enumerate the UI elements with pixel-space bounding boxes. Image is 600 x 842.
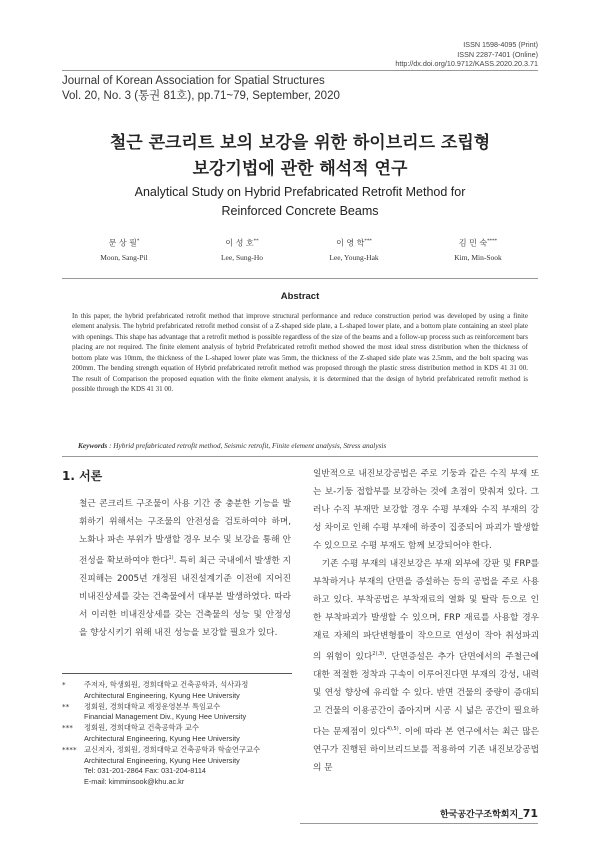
author-list [62, 235, 538, 265]
footnote-2-ko: 정회원, 경희대학교 재정운영본부 특임교수 [84, 701, 221, 711]
author-2-name-en: Lee, Sung-Ho [220, 252, 264, 262]
citation-ref: 2),3) [372, 651, 385, 657]
title-english-line2: Reinforced Concrete Beams [221, 204, 379, 218]
footnote-2-mark: ** [62, 701, 70, 711]
journal-info [62, 74, 340, 104]
right-column-paragraph-2 [313, 555, 539, 777]
abstract-top-rule [62, 278, 538, 279]
footnote-1 [62, 680, 297, 702]
footnote-rule [62, 673, 292, 674]
abstract-bottom-rule [62, 456, 538, 457]
footnote-1-mark: * [62, 680, 66, 689]
left-p1-text-a: 철근 콘크리트 구조물이 사용 기간 중 충분한 기능을 발휘하기 위해서는 구조물의 안전성을 검토하여야 하며, 노화나 파손 부위가 발생할 경우 보수 및 보강을 통해 안전성을 확보하여야 한다 [79, 499, 291, 566]
right-p2-text-c: . 이에 따라 본 연구에서는 최근 많은 연구가 진행된 하이브리드보를 적용하여 기존 내진보강공법의 문 [313, 726, 539, 773]
volume-line: Vol. 20, No. 3 (통권 81호), pp.71~79, September, 2020 [62, 90, 340, 102]
footnote-2 [62, 702, 297, 724]
keywords-label: Keywords [78, 441, 108, 450]
footnotes [62, 680, 297, 788]
header-rule [62, 70, 538, 71]
author-1-name-en: Moon, Sang-Pil [100, 252, 148, 262]
author-4-mark: **** [487, 238, 498, 244]
author-3-name-en: Lee, Young-Hak [329, 252, 379, 262]
author-4-name-ko: 김 민 숙 [458, 238, 488, 248]
footnote-4-en: Architectural Engineering, Kyung Hee University [84, 755, 240, 765]
footer-journal-name: 한국공간구조학회지 [439, 810, 519, 820]
left-p1-text-b: . 특히 최근 국내에서 발생한 지진피해는 2005년 개정된 내진설계기준 이전에 지어진 비내진상세를 갖는 건축물에서 대부분 발생하였다. 따라서 이러한 비내진상세를 갖는 건축물의 성능 및 안정성을 향상시키기 위해 내진 성능을 보강할 필요가 있다. [79, 555, 291, 638]
issn-block [298, 40, 538, 69]
title-korean [62, 130, 538, 182]
keywords-text: : Hybrid prefabricated retrofit method, Seismic retrofit, Finite element analysis, Stress analysis [107, 441, 387, 450]
section-heading: 1. 서론 [62, 469, 103, 483]
left-column-paragraph [79, 495, 291, 642]
author-2-name-ko: 이 성 호 [225, 238, 254, 248]
title-english [62, 183, 538, 221]
footnote-4-tel: Tel: 031-201-2864 Fax: 031-204-8114 [84, 766, 206, 776]
issn-print: ISSN 1598-4095 (Print) [463, 40, 538, 49]
title-korean-line1: 철근 콘크리트 보의 보강을 위한 하이브리드 조립형 [109, 133, 491, 153]
footnote-3-ko: 정회원, 경희대학교 건축공학과 교수 [84, 723, 200, 733]
title-korean-line2: 보강기법에 관한 해석적 연구 [192, 159, 408, 179]
doi-link[interactable]: http://dx.doi.org/10.9712/KASS.2020.20.3.71 [395, 59, 538, 68]
right-p2-text-a: 기존 수평 부재의 내진보강은 부재 외부에 강판 및 FRP를 부착하거나 부재의 단면을 증설하는 등의 공법을 주로 사용하고 있다. 부착공법은 부착재료의 열화 및 탈락 등으로 인한 부착파괴가 발생할 수 있으며, FRP 재료를 사용할 경우 재료 자체의 파단변형률이 작으므로 연성이 작아 취성파괴의 위험이 있다 [313, 559, 539, 662]
citation-ref: 4),5) [386, 725, 399, 732]
right-column-paragraph-1: 일반적으로 내진보강공법은 주로 기둥과 같은 수직 부재 또는 보-기둥 접합부를 보강하는 것에 초점이 맞춰져 있다. 그러나 수직 부재만 보강할 경우 수평 부재와 수직 부재의 강성 차이로 인해 수평 부재에 하중이 집중되어 파괴가 발생할 수 있으므로 수평 부재도 함께 보강되어야 한다. [313, 469, 539, 551]
keywords [78, 441, 538, 450]
journal-name: Journal of Korean Association for Spatial Structures [62, 75, 325, 87]
right-p2-text-b: . 단면증설은 추가 단면에서의 주철근에 대한 적절한 정착과 구속이 이루어진다면 부재의 강성, 내력 및 연성 향상에 유리할 수 있다. 반면 건물의 중량이 증대되고 건물의 이용공간이 좁아지며 시공 시 넓은 공간이 필요하다는 문제점이 있다 [313, 651, 539, 737]
author-2 [182, 235, 302, 264]
title-english-line1: Analytical Study on Hybrid Prefabricated Retrofit Method for [134, 185, 466, 199]
footnote-2-en: Financial Management Div., Kyung Hee University [84, 712, 247, 722]
author-3-name-ko: 이 영 학 [336, 238, 365, 248]
page-footer [440, 807, 538, 820]
author-3-mark: *** [364, 238, 372, 244]
footnote-4-ko: 교신저자, 정회원, 경희대학교 건축공학과 학술연구교수 [84, 744, 261, 754]
issn-online: ISSN 2287-7401 (Online) [457, 49, 538, 59]
footnote-3 [62, 723, 297, 745]
author-2-mark: ** [253, 238, 259, 244]
author-4 [418, 235, 538, 264]
citation-ref: 1) [168, 555, 174, 561]
footnote-4-mark: **** [62, 744, 77, 754]
footnote-1-en: Architectural Engineering, Kyung Hee University [84, 690, 240, 700]
footnote-4 [62, 745, 297, 788]
author-1 [64, 235, 184, 264]
footer-separator: _ [518, 810, 523, 820]
right-column [313, 465, 539, 777]
footnote-3-en: Architectural Engineering, Kyung Hee University [84, 733, 240, 743]
footnote-3-mark: *** [62, 723, 73, 733]
footnote-4-email[interactable]: E-mail: kimminsook@khu.ac.kr [84, 777, 185, 787]
abstract-text: In this paper, the hybrid prefabricated retrofit method that improve structural performance and reduce construction period was developed by using a finite element analysis. The hybrid prefabricated retrofit method consist of a Z-shaped side plate, a L-shaped lower plate, and a bottom plate containing an steel plate with openings. This shape has advantage that a retrofit method is possible regardless of the size of the beams and a follow-up process such as reinforcement bars placing are not required. The finite element analysis of hybrid Prefabricated retrofit method showed the most ideal stress distribution when the thickness of bottom plate was 10mm, the thickness of the L-shaped lower plate was 5mm, the thickness of the Z-shaped side plate was 2.5mm, and the bolt spacing was 200mm. The bending strength equation of Hybrid prefabricated retrofit method was proposed through the plastic stress distribution method in KDS 41 31 00. The result of Comparison the proposed equation with the finite element analysis, it is determined that the design of hybrid prefabricated retrofit method is possible through the KDS 41 31 00. [72, 312, 528, 394]
footer-rule [300, 823, 538, 824]
author-1-name-ko: 문 상 필 [108, 238, 137, 248]
footnote-1-ko: 주저자, 학생회원, 경희대학교 건축공학과, 석사과정 [84, 680, 249, 689]
abstract-heading: Abstract [280, 291, 320, 302]
page-number: 71 [522, 807, 538, 820]
author-4-name-en: Kim, Min-Sook [454, 252, 502, 262]
author-1-mark: * [136, 238, 140, 244]
author-3 [294, 235, 414, 264]
